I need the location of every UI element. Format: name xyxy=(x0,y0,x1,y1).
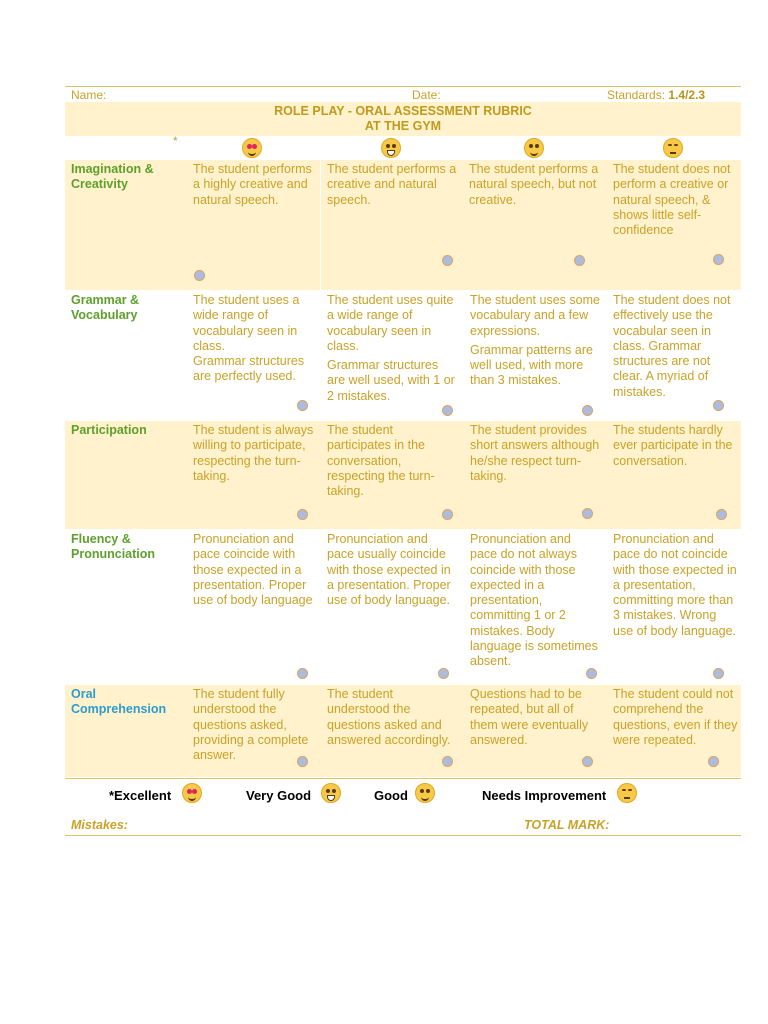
rubric-title xyxy=(65,102,741,136)
criterion-label: Grammar & Vocabulary xyxy=(71,293,140,322)
rubric-cell-very-good: The student participates in the conversation, respecting the turn-taking. xyxy=(327,423,435,499)
legend-needs-improvement: Needs Improvement xyxy=(482,788,607,803)
rubric-row-comprehension xyxy=(65,685,741,778)
rubric-cell-needs-improvement: Pronunciation and pace do not coincide with those expected in a presentation, committing more than 3 mistakes. Wrong use of body language. xyxy=(613,532,737,638)
rubric-row-imagination xyxy=(65,160,741,291)
rubric-cell-needs-improvement: The student could not comprehend the questions, even if they were repeated. xyxy=(613,687,738,747)
standards-field xyxy=(607,88,705,102)
score-checkbox[interactable] xyxy=(438,668,449,679)
standards-value: 1.4/2.3 xyxy=(668,88,706,102)
score-checkbox[interactable] xyxy=(574,255,585,266)
score-checkbox[interactable] xyxy=(297,400,308,411)
score-checkbox[interactable] xyxy=(194,270,205,281)
score-checkbox[interactable] xyxy=(442,509,453,520)
score-checkbox[interactable] xyxy=(713,668,724,679)
rubric-cell-needs-improvement: The student does not perform a creative or natural speech, & shows little self-confidence xyxy=(613,162,731,238)
rubric-cell-very-good: The student performs a creative and natural speech. xyxy=(327,162,457,207)
rubric-cell-excellent: The student performs a highly creative and natural speech. xyxy=(193,162,312,207)
criterion-label: Participation xyxy=(71,423,147,437)
legend-very-good: Very Good xyxy=(246,788,312,803)
smiling-emoji-icon xyxy=(415,783,435,803)
rubric-sheet xyxy=(65,86,741,836)
header-row xyxy=(65,86,741,102)
rubric-row-fluency xyxy=(65,530,741,685)
rubric-cell-excellent: The student fully understood the questions asked, providing a complete answer. xyxy=(193,687,309,763)
score-checkbox[interactable] xyxy=(716,509,727,520)
score-checkbox[interactable] xyxy=(582,405,593,416)
score-checkbox[interactable] xyxy=(582,508,593,519)
score-checkbox[interactable] xyxy=(442,255,453,266)
asterisk-mark: * xyxy=(173,134,178,148)
pensive-emoji-icon xyxy=(663,138,683,158)
rubric-row-participation xyxy=(65,421,741,530)
score-checkbox[interactable] xyxy=(708,756,719,767)
rubric-row-grammar xyxy=(65,291,741,421)
date-label: Date: xyxy=(412,88,441,102)
score-checkbox[interactable] xyxy=(442,756,453,767)
criterion-label: Fluency & Pronunciation xyxy=(71,532,156,561)
criterion-label: Oral Comprehension xyxy=(71,687,167,716)
legend-excellent: *Excellent xyxy=(109,788,172,803)
rubric-cell-needs-improvement: The students hardly ever participate in the conversation. xyxy=(613,423,733,468)
grinning-emoji-icon xyxy=(321,783,341,803)
score-checkbox[interactable] xyxy=(713,254,724,265)
score-checkbox[interactable] xyxy=(713,400,724,411)
smiling-emoji-icon xyxy=(524,138,544,158)
legend-row xyxy=(65,778,741,815)
score-checkbox[interactable] xyxy=(297,668,308,679)
score-checkbox[interactable] xyxy=(586,668,597,679)
rubric-cell-good: The student uses some vocabulary and a few expressions. Grammar patterns are well used, with more than 3 mistakes. xyxy=(470,293,600,388)
rubric-cell-good: The student provides short answers although he/she respect turn-taking. xyxy=(470,423,600,483)
mistakes-label: Mistakes: xyxy=(71,818,128,832)
rubric-cell-good: Pronunciation and pace do not always coincide with those expected in a presentation, committing 1 or 2 mistakes. Body language is sometimes absent. xyxy=(470,532,598,669)
pensive-emoji-icon xyxy=(617,783,637,803)
title-line-2: AT THE GYM xyxy=(364,119,442,133)
rubric-cell-needs-improvement: The student does not effectively use the vocabular seen in class. Grammar structures are not clear. A myriad of mistakes. xyxy=(613,293,731,399)
standards-label: Standards: xyxy=(607,88,666,102)
rubric-cell-very-good: The student understood the questions asked and answered accordingly. xyxy=(327,687,451,747)
emoji-header-row xyxy=(65,136,741,160)
heart-eyes-emoji-icon xyxy=(242,138,262,158)
grinning-emoji-icon xyxy=(381,138,401,158)
heart-eyes-emoji-icon xyxy=(182,783,202,803)
score-checkbox[interactable] xyxy=(297,756,308,767)
score-checkbox[interactable] xyxy=(442,405,453,416)
total-mark-label: TOTAL MARK: xyxy=(524,818,610,832)
name-label: Name: xyxy=(71,88,107,102)
rubric-cell-excellent: The student is always willing to participate, respecting the turn-taking. xyxy=(193,423,314,483)
score-checkbox[interactable] xyxy=(297,509,308,520)
rubric-cell-excellent: Pronunciation and pace coincide with those expected in a presentation. Proper use of body language xyxy=(193,532,313,608)
title-line-1: ROLE PLAY - ORAL ASSESSMENT RUBRIC xyxy=(274,104,532,118)
rubric-cell-very-good: The student uses quite a wide range of vocabulary seen in class. Grammar structures are well used, with 1 or 2 mistakes. xyxy=(327,293,455,403)
criterion-label: Imagination & Creativity xyxy=(71,162,154,191)
legend-good: Good xyxy=(374,788,408,803)
score-checkbox[interactable] xyxy=(582,756,593,767)
footer-row xyxy=(65,815,741,836)
rubric-cell-good: Questions had to be repeated, but all of them were eventually answered. xyxy=(470,687,589,747)
rubric-cell-good: The student performs a natural speech, but not creative. xyxy=(469,162,599,207)
rubric-cell-very-good: Pronunciation and pace usually coincide with those expected in a presentation. Proper use of body language. xyxy=(327,532,451,608)
rubric-cell-excellent: The student uses a wide range of vocabulary seen in class. Grammar structures are perfectly used. xyxy=(193,293,305,384)
